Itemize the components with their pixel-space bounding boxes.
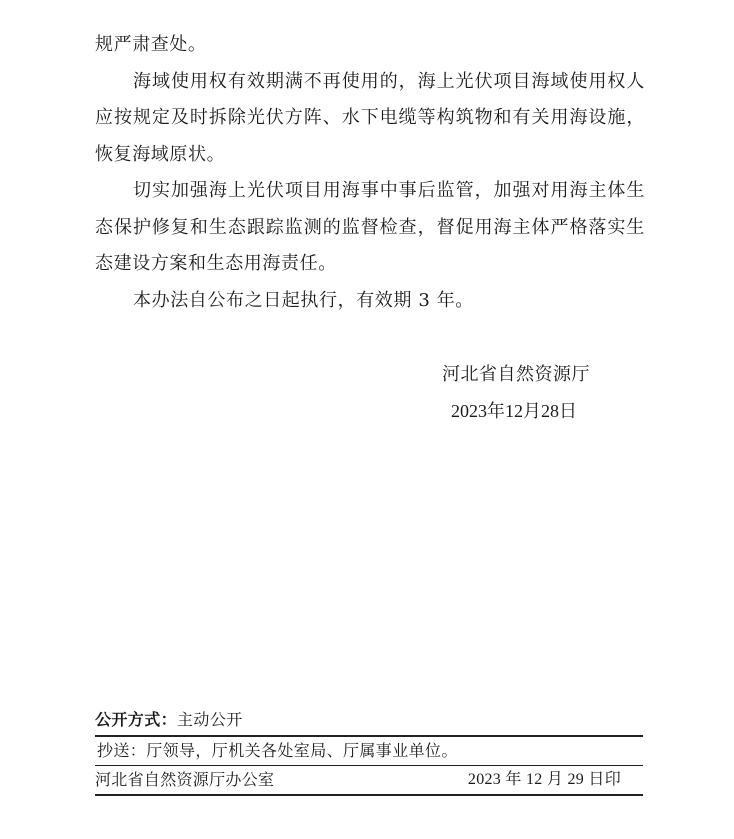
disclosure-value: 主动公开 [177,710,243,729]
footer-divider-bottom [95,794,643,796]
paragraph-effective-period: 本办法自公布之日起执行，有效期 3 年。 [133,289,474,311]
cc-line: 抄送：厅领导，厅机关各处室局、厅属事业单位。 [97,741,458,760]
signature-block [442,357,642,429]
issuer-office: 河北省自然资源厅办公室 [95,770,275,789]
paragraph-continuation: 规严肃查处。 [95,34,207,55]
document-body [95,27,645,319]
signature-organization: 河北省自然资源厅 [442,364,590,385]
disclosure-line [95,705,643,735]
document-footer [95,705,643,796]
paragraph-supervision: 切实加强海上光伏项目用海事中事后监管，加强对用海主体生态保护修复和生态跟踪监测的监督检查，督促用海主体严格落实生态建设方案和生态用海责任。 [95,180,645,274]
issuer-line [95,766,643,794]
paragraph-sea-area-expiry: 海域使用权有效期满不再使用的，海上光伏项目海域使用权人应按规定及时拆除光伏方阵、水下电缆等构筑物和有关用海设施，恢复海域原状。 [95,70,645,165]
signature-date: 2023年12月28日 [451,401,577,421]
printed-date: 2023 年 12 月 29 日印 [467,771,621,788]
disclosure-label: 公开方式： [95,710,178,729]
